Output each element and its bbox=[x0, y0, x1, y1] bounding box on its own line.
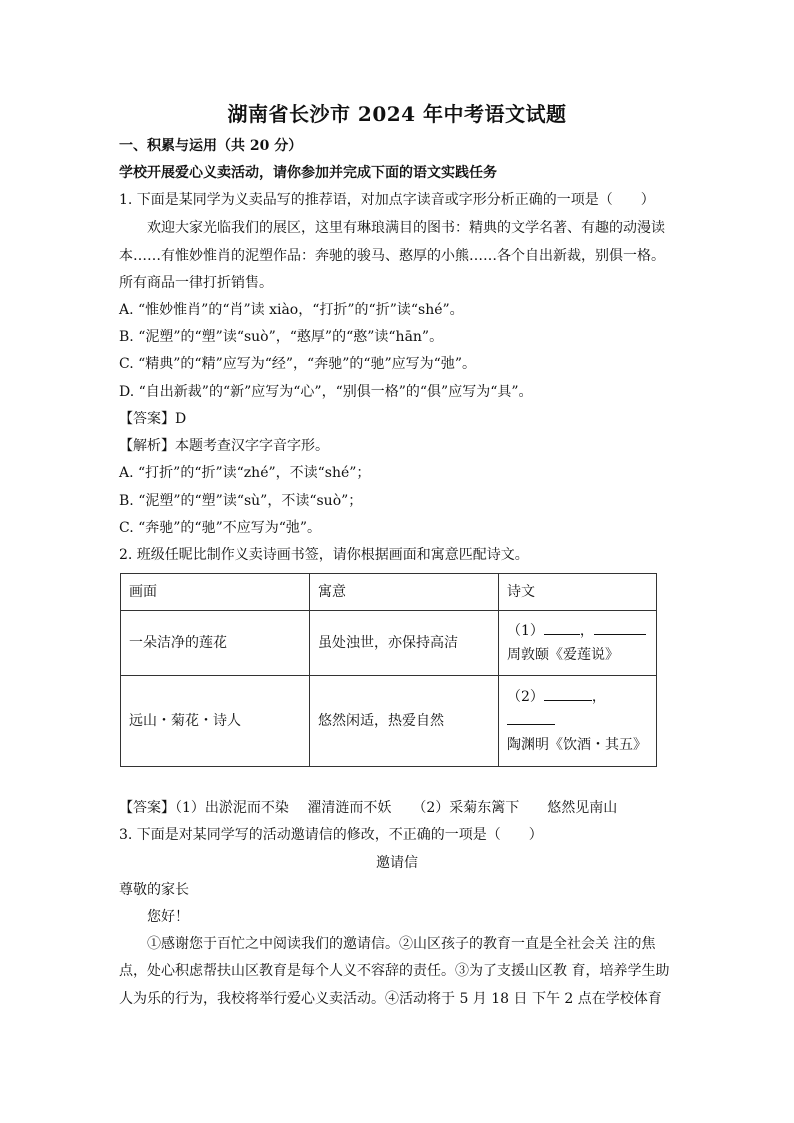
page-title: 湖南省长沙市 2024 年中考语文试题 bbox=[227, 102, 567, 126]
cell-poem: （1） ， 周敦颐《爱莲说》 bbox=[499, 611, 657, 676]
table-row bbox=[121, 611, 657, 676]
letter-salutation: 尊敬的家长 bbox=[119, 882, 189, 898]
blank-number: （1） bbox=[507, 623, 544, 639]
answer-blank bbox=[507, 710, 555, 725]
cell-poem: （2） ， 陶渊明《饮酒・其五》 bbox=[499, 676, 657, 767]
header-meaning: 寓意 bbox=[310, 574, 499, 611]
q3-stem: 3. 下面是对某同学写的活动邀请信的修改，不正确的一项是（ ） bbox=[119, 827, 543, 843]
header-picture: 画面 bbox=[121, 574, 310, 611]
answer-blank bbox=[544, 620, 580, 635]
table-row bbox=[121, 676, 657, 767]
q1-option-a: A. “惟妙惟肖”的“肖”读 xiào，“打折”的“折”读“shé”。 bbox=[119, 302, 464, 318]
q1-stem: 1. 下面是某同学为义卖品写的推荐语，对加点字读音或字形分析正确的一项是（ ） bbox=[119, 192, 655, 208]
cell-picture: 远山・菊花・诗人 bbox=[121, 676, 310, 767]
cell-meaning: 悠然闲适，热爱自然 bbox=[310, 676, 499, 767]
letter-title: 邀请信 bbox=[376, 855, 418, 871]
cell-meaning: 虽处浊世，亦保持高洁 bbox=[310, 611, 499, 676]
q1-passage-line: 所有商品一律打折销售。 bbox=[119, 275, 273, 291]
task-heading: 学校开展爱心义卖活动，请你参加并完成下面的语文实践任务 bbox=[119, 165, 497, 181]
q1-option-d: D. “自出新裁”的“新”应写为“心”，“别俱一格”的“俱”应写为“具”。 bbox=[119, 384, 533, 400]
q1-passage-line: 本……有惟妙惟肖的泥塑作品：奔驰的骏马、憨厚的小熊……各个自出新裁，别俱一格。 bbox=[119, 248, 665, 264]
q1-analysis-line: C. “奔驰”的“驰”不应写为“弛”。 bbox=[119, 520, 322, 536]
table-header-row bbox=[121, 574, 657, 611]
q1-option-c: C. “精典”的“精”应写为“经”，“奔驰”的“驰”应写为“弛”。 bbox=[119, 356, 476, 372]
letter-greeting: 您好！ bbox=[147, 909, 189, 925]
header-poem: 诗文 bbox=[499, 574, 657, 611]
letter-body-line: 点，处心积虑帮扶山区教育是每个人义不容辞的责任。③为了支援山区教 育，培养学生助 bbox=[119, 963, 670, 979]
q2-stem: 2. 班级任昵比制作义卖诗画书签，请你根据画面和寓意匹配诗文。 bbox=[119, 547, 529, 563]
q1-option-b: B. “泥塑”的“塑”读“suò”，“憨厚”的“憨”读“hān”。 bbox=[119, 329, 444, 345]
q1-answer: 【答案】D bbox=[119, 411, 187, 427]
letter-body-line: 人为乐的行为，我校将举行爱心义卖活动。④活动将于 5 月 18 日 下午 2 点在学校体育 bbox=[119, 991, 662, 1007]
blank-number: （2） bbox=[507, 689, 544, 705]
cell-picture: 一朵洁净的莲花 bbox=[121, 611, 310, 676]
poem-matching-table bbox=[120, 573, 657, 767]
q1-analysis-line: A. “打折”的“折”读“zhé”，不读“shé”； bbox=[119, 465, 371, 481]
section-heading: 一、积累与运用（共 20 分） bbox=[119, 138, 303, 154]
poem-source: 周敦颐《爱莲说》 bbox=[507, 647, 619, 663]
letter-body-line: ①感谢您于百忙之中阅读我们的邀请信。②山区孩子的教育一直是全社会关 注的焦 bbox=[147, 936, 656, 952]
q1-passage-line: 欢迎大家光临我们的展区，这里有琳琅满目的图书：精典的文学名著、有趣的动漫读 bbox=[147, 220, 665, 236]
answer-blank bbox=[594, 620, 646, 635]
q1-analysis-line: B. “泥塑”的“塑”读“sù”，不读“suò”； bbox=[119, 493, 363, 509]
q2-answer: 【答案】（1）出淤泥而不染 濯清涟而不妖 （2）采菊东篱下 悠然见南山 bbox=[119, 800, 618, 816]
q1-analysis-line: 【解析】本题考查汉字字音字形。 bbox=[119, 438, 329, 454]
answer-blank bbox=[544, 686, 592, 701]
poem-source: 陶渊明《饮酒・其五》 bbox=[507, 737, 647, 753]
